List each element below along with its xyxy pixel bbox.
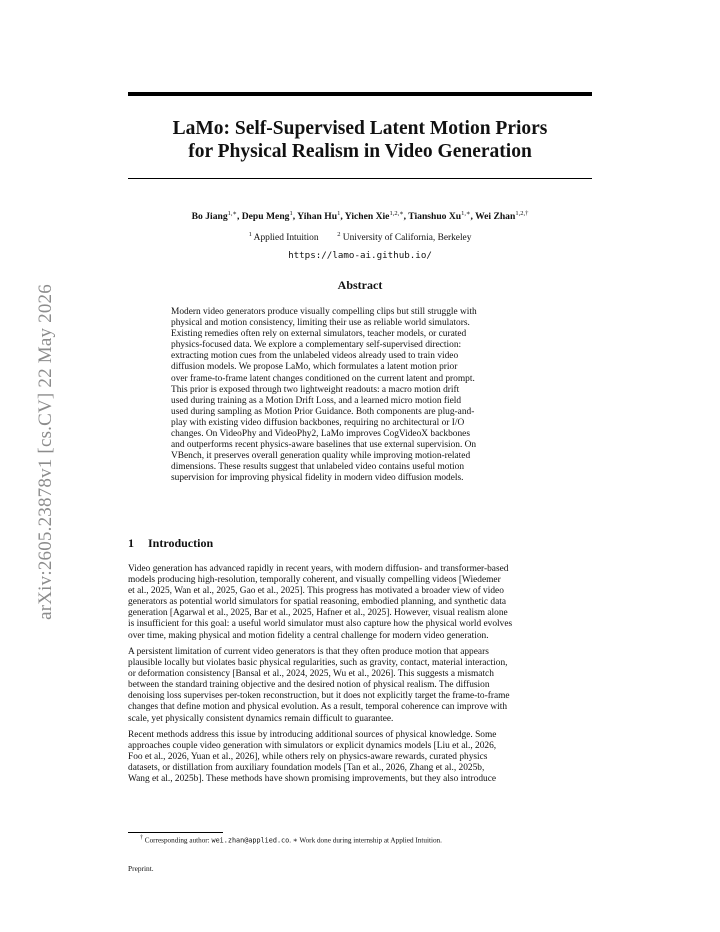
- author-list: [100, 209, 620, 222]
- abstract-line: used during training as a Motion Drift Loss, and a learned micro motion field: [171, 395, 462, 406]
- section-title: Introduction: [148, 536, 214, 550]
- footnote: [140, 835, 442, 844]
- body-line: et al., 2025, Wan et al., 2025, Gao et al., 2025]. This progress has motivated a broader view of video: [128, 586, 504, 597]
- affiliation-list: [100, 231, 620, 243]
- abstract-line: dimensions. These results suggest that unlabeled video contains useful motion: [171, 462, 465, 473]
- preprint-label: Preprint.: [128, 864, 154, 873]
- footnote-rule: [128, 832, 223, 833]
- abstract-text: [171, 307, 553, 485]
- abstract-heading: Abstract: [337, 278, 383, 292]
- author-name: Yichen Xie: [344, 211, 390, 223]
- author-name: Wei Zhan: [475, 211, 516, 223]
- author-affiliation-mark: 1,∗: [461, 210, 471, 217]
- body-line: or deformation consistency [Bansal et al., 2024, 2025, Wu et al., 2026]. This suggests a mismatch: [128, 669, 494, 680]
- body-line: denoising loss supervises per-token reconstruction, but it does not explicitly target the frame-to-frame: [128, 691, 510, 702]
- author-name: Yihan Hu: [297, 211, 338, 223]
- abstract-line: This prior is exposed through two lightweight readouts: a macro motion drift: [171, 384, 460, 395]
- author-separator: ,: [340, 211, 345, 223]
- footnote-prefix: Corresponding author:: [144, 836, 210, 845]
- footnote-dagger-mark: †: [140, 835, 143, 841]
- paper-title: [128, 117, 592, 163]
- body-line: models producing high-resolution, temporally coherent, and visually compelling videos [Wiedemer: [128, 575, 501, 586]
- project-url[interactable]: https://lamo-ai.github.io/: [288, 250, 432, 261]
- author-separator: ,: [292, 211, 298, 223]
- body-paragraph: [128, 564, 595, 642]
- footnote-suffix: . ∗ Work done during internship at Applied Intuition.: [289, 836, 442, 845]
- body-line: generation [Agarwal et al., 2025, Bar et al., 2025, Hafner et al., 2025]. However, visual realism alone: [128, 608, 508, 619]
- body-line: plausible locally but violates basic physical regularities, such as gravity, contact, material interaction,: [128, 658, 508, 669]
- body-line: changes that define motion and physical evolution. As a result, temporal coherence can improve with: [128, 702, 508, 713]
- body-line: Video generation has advanced rapidly in recent years, with modern diffusion- and transformer-based: [128, 564, 509, 574]
- arxiv-identifier: arXiv:2605.23878v1 [cs.CV] 22 May 2026: [35, 284, 56, 620]
- abstract-line: VBench, it preserves overall generation quality while improving motion-related: [171, 451, 471, 462]
- author-separator: ,: [236, 211, 242, 223]
- author-separator: ,: [403, 211, 409, 223]
- author-name: Depu Meng: [241, 211, 290, 223]
- affiliation-mark: 2: [337, 231, 341, 238]
- body-line: datasets, or distillation from auxiliary foundation models [Tan et al., 2026, Zhang et al., 2025b,: [128, 763, 485, 774]
- body-line: is insufficient for this goal: a useful world simulator must also capture how the physical world evolves: [128, 619, 513, 630]
- body-line: over time, making physical and motion fidelity a central challenge for modern video generation.: [128, 630, 489, 641]
- author-affiliation-mark: 1: [337, 210, 341, 217]
- abstract-line: physical and motion consistency, limiting their use as reliable world simulators.: [171, 318, 470, 329]
- abstract-line: Existing remedies often rely on external simulators, teacher models, or curated: [171, 329, 467, 340]
- body-paragraph: [128, 647, 595, 725]
- abstract-line: over frame-to-frame latent changes conditioned on the current latent and prompt.: [171, 373, 475, 384]
- body-line: Foo et al., 2026, Yuan et al., 2026], while others rely on physics-aware rewards, curated physics: [128, 752, 488, 763]
- body-line: between the standard training objective and the desired notion of physical realism. The diffusion: [128, 680, 490, 691]
- abstract-line: play with existing video diffusion backbones, requiring no architectural or I/O: [171, 417, 465, 428]
- abstract-line: diffusion models. We propose LaMo, which formulates a latent motion prior: [171, 362, 458, 373]
- title-line: for Physical Realism in Video Generation: [188, 141, 532, 162]
- affiliation-mark: 1: [248, 231, 252, 238]
- title-line: LaMo: Self-Supervised Latent Motion Priors: [172, 118, 548, 139]
- author-separator: ,: [470, 211, 476, 223]
- abstract-line: changes. On VideoPhy and VideoPhy2, LaMo improves CogVideoX backbones: [171, 429, 470, 440]
- author-name: Tianshuo Xu: [408, 211, 462, 223]
- affiliation-name: Applied Intuition: [253, 233, 319, 244]
- body-line: Recent methods address this issue by introducing additional sources of physical knowledge. Some: [128, 730, 497, 740]
- author-affiliation-mark: 1,2,†: [515, 210, 529, 217]
- title-top-rule: [128, 92, 592, 96]
- abstract-line: supervision for improving physical fidelity in modern video diffusion models.: [171, 473, 464, 484]
- body-line: Wang et al., 2025b]. These methods have shown promising improvements, but they also introduce: [128, 774, 497, 785]
- abstract-line: Modern video generators produce visually compelling clips but still struggle with: [171, 307, 477, 317]
- author-affiliation-mark: 1,2,∗: [389, 210, 404, 217]
- author-affiliation-mark: 1: [289, 210, 293, 217]
- author-name: Bo Jiang: [191, 211, 228, 223]
- title-bottom-rule: [128, 178, 592, 179]
- section-number: 1: [128, 536, 134, 550]
- body-line: generators as potential world simulators for spatial reasoning, embodied planning, and synthetic data: [128, 597, 507, 608]
- body-line: approaches couple video generation with simulators or explicit dynamics models [Liu et al., 2026,: [128, 741, 497, 752]
- body-line: scale, yet physically consistent dynamics remain difficult to guarantee.: [128, 713, 394, 724]
- author-affiliation-mark: 1,∗: [227, 210, 237, 217]
- abstract-line: and outperforms recent physics-aware baselines that use external supervision. On: [171, 440, 477, 451]
- affiliation-name: University of California, Berkeley: [342, 233, 472, 244]
- abstract-line: used during sampling as Motion Prior Guidance. Both components are plug-and-: [171, 406, 475, 417]
- section-heading-introduction: [128, 536, 213, 551]
- abstract-line: extracting motion cues from the unlabeled videos already used to train video: [171, 351, 459, 362]
- body-line: A persistent limitation of current video generators is that they often produce motion that appears: [128, 647, 489, 657]
- abstract-line: physics-focused data. We explore a complementary self-supervised direction:: [171, 340, 462, 351]
- footnote-email-link[interactable]: wei.zhan@applied.co: [211, 836, 290, 845]
- body-paragraph: [128, 730, 595, 785]
